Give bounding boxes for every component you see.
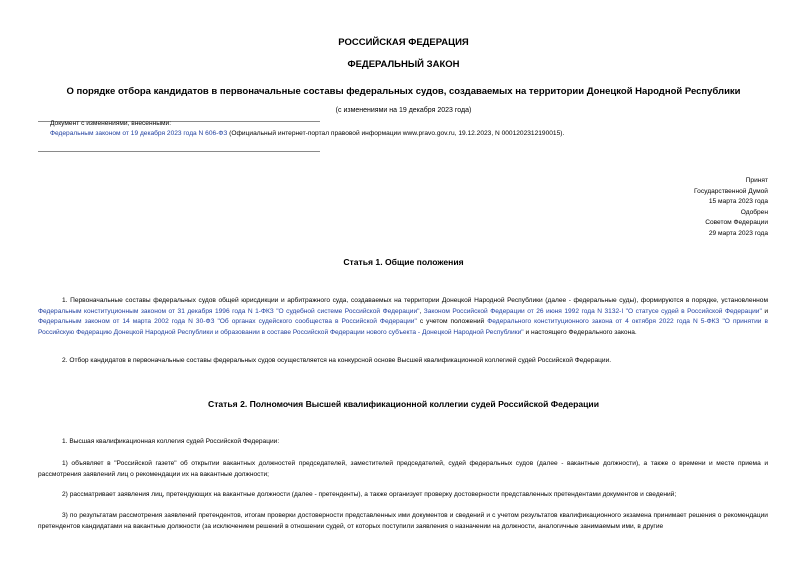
article-2-title: Статья 2. Полномочия Высшей квалификационной коллегии судей Российской Федерации: [207, 399, 599, 409]
text-run: с учетом положений: [416, 318, 488, 326]
law-link-fkz-1[interactable]: Федеральным конституционным законом от 31 декабря 1996 года N 1-ФКЗ "О судебной системе Российской Федерации": [38, 307, 420, 315]
text-run: и: [761, 307, 769, 315]
text-run: 1. Первоначальные составы федеральных судов общей юрисдикции и арбитражного суда, создаваемых на территории Донецкой Народной Республики (далее - федеральные суды), формируются в порядке, установленном: [62, 297, 768, 304]
article-1-title: Статья 1. Общие положения: [343, 257, 464, 267]
law-title: О порядке отбора кандидатов в первоначальные составы федеральных судов, создаваемых на территории Донецкой Народной Республики: [66, 86, 741, 97]
amending-law-link[interactable]: Федеральным законом от 19 декабря 2023 года N 606-ФЗ: [50, 130, 228, 137]
changes-bottom-rule: [38, 151, 320, 152]
article-2-item-2: 2) рассматривает заявления лиц, претендующих на вакантные должности (далее - претенденты), а также организует проверку достоверности представленных претендентами документов и сведений;: [62, 491, 677, 498]
approved-by: Советом Федерации: [705, 219, 768, 227]
edition-note: (с изменениями на 19 декабря 2023 года): [335, 107, 472, 114]
approved-label: Одобрен: [740, 208, 768, 216]
adopted-label: Принят: [745, 177, 768, 184]
federation-heading: РОССИЙСКАЯ ФЕДЕРАЦИЯ: [338, 37, 469, 48]
changes-line: [50, 129, 710, 139]
text-run: и настоящего Федерального закона.: [523, 328, 637, 336]
changes-label: Документ с изменениями, внесенными:: [50, 120, 172, 127]
approved-date: 29 марта 2023 года: [708, 229, 768, 237]
law-type-heading: ФЕДЕРАЛЬНЫЙ ЗАКОН: [347, 59, 460, 70]
law-link-3132[interactable]: Законом Российской Федерации от 26 июня 1992 года N 3132-I "О статусе судей в Российской Федерации": [423, 307, 762, 315]
adopted-by: Государственной Думой: [694, 187, 768, 195]
changes-source: (Официальный интернет-портал правовой информации www.pravo.gov.ru, 19.12.2023, N 0001202312190015).: [227, 130, 565, 137]
text-run: ,: [419, 307, 424, 315]
article-2-paragraph-1: 1. Высшая квалификационная коллегия судей Российской Федерации:: [62, 438, 280, 445]
article-1-paragraph-1: [38, 296, 768, 338]
changes-block: [50, 119, 710, 139]
article-1-paragraph-2: 2. Отбор кандидатов в первоначальные составы федеральных судов осуществляется на конкурсной основе Высшей квалификационной коллегией судей Российской Федерации.: [62, 357, 612, 364]
adopted-date: 15 марта 2023 года: [708, 198, 768, 206]
law-link-30fz[interactable]: Федеральным законом от 14 марта 2002 года N 30-ФЗ "Об органах судейского сообщества в Российской Федерации": [38, 318, 417, 326]
adoption-block: [568, 176, 768, 240]
article-2-item-1: 1) объявляет в "Российской газете" об открытии вакантных должностей председателей, заместителей председателей, судей федеральных судов (далее - вакантные должности), а также о времени и месте приема и рассмотрения заявлений лиц о рекомендации их на вакантные должности;: [38, 460, 768, 478]
article-2-item-3: 3) по результатам рассмотрения заявлений претендентов, итогам проверки достоверности представленных ими документов и сведений и с учетом результатов квалификационного экзамена принимает решения о рекомендации претендентов кандидатами на вакантные должности (за исключением решений в отношении судей, от которых поступили заявления о назначении на должности, аналогичные занимаемым ими, в другие: [38, 512, 768, 530]
law-link-fkz-5[interactable]: Федерального конституционного закона от 4 октября 2022 года N 5-ФКЗ "О принятии в Российскую Федерацию Донецкой Народной Республики и образовании в составе Российской Федерации нового субъекта - Донецкой Народной Республики": [38, 318, 768, 336]
